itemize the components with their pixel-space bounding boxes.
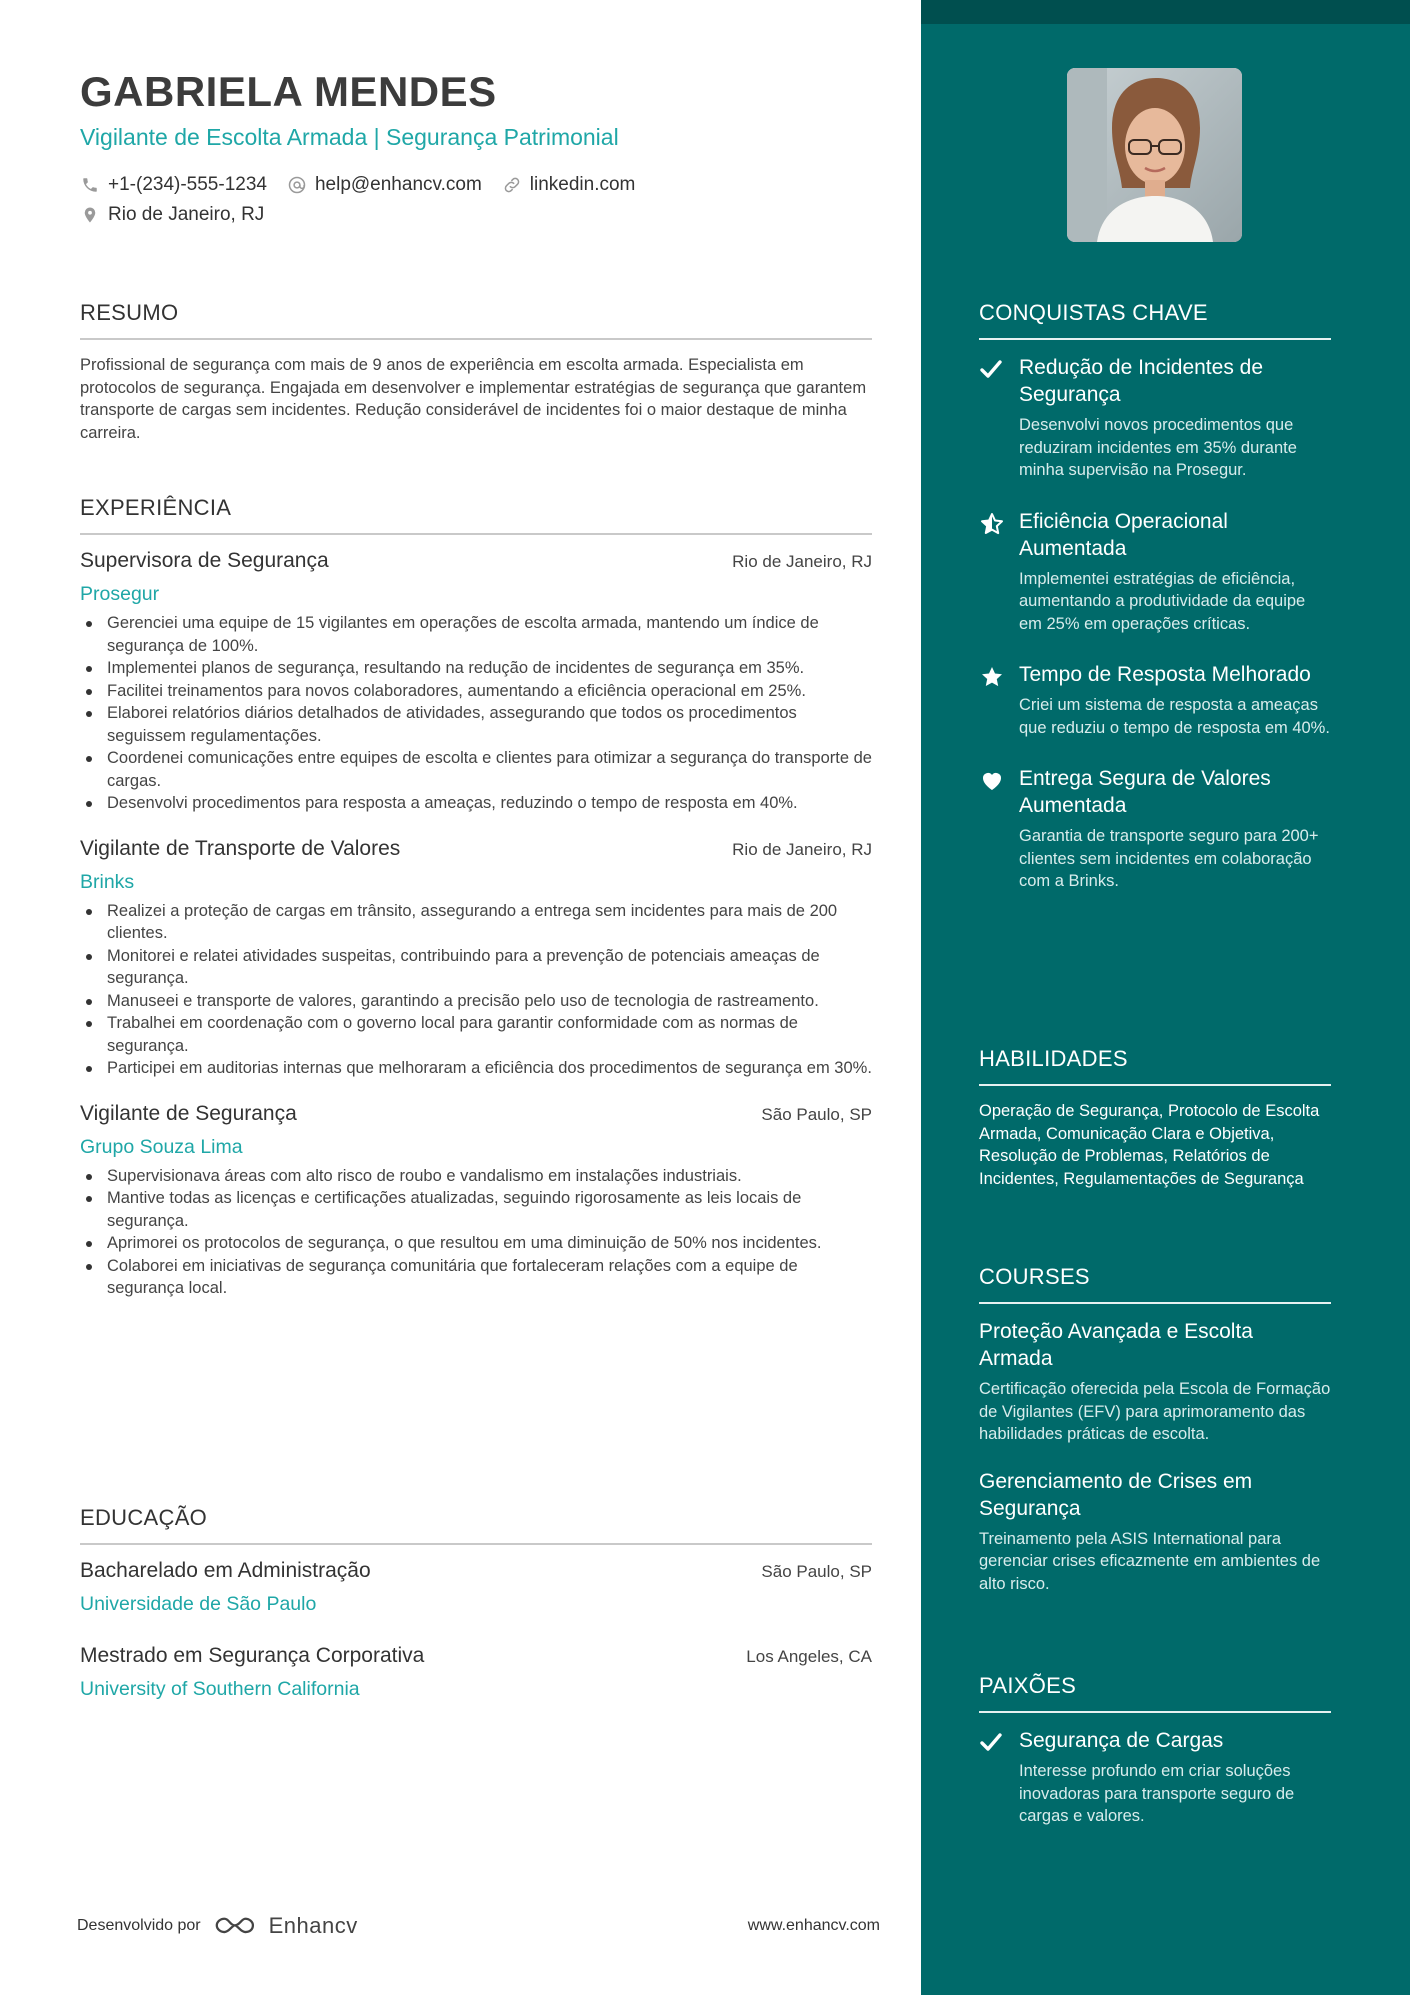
achievement-desc: Garantia de transporte seguro para 200+ clientes sem incidentes em colaboração com a Brinks. — [1019, 827, 1319, 890]
contact-phone — [80, 174, 267, 196]
achievement-title: Eficiência Operacional Aumentada — [1019, 509, 1228, 560]
job-title: Vigilante de Segurança — [80, 1101, 297, 1125]
education-entry — [80, 1559, 872, 1616]
bullet-item: Gerenciei uma equipe de 15 vigilantes em operações de escolta armada, mantendo um índice de segurança de 100%. — [80, 612, 872, 657]
course-title: Gerenciamento de Crises em Segurança — [979, 1469, 1253, 1520]
achievement-title: Redução de Incidentes de Segurança — [1019, 356, 1264, 406]
achievement-title: Tempo de Resposta Melhorado — [1019, 663, 1311, 686]
passions-heading: PAIXÕES — [979, 1673, 1331, 1713]
education-heading: EDUCAÇÃO — [80, 1505, 872, 1545]
bullet-item: Realizei a proteção de cargas em trânsito, assegurando a entrega sem incidentes para mais de 200 clientes. — [80, 900, 872, 945]
achievement-desc: Criei um sistema de resposta a ameaças que reduziu o tempo de resposta em 40%. — [1019, 696, 1330, 737]
achievement-title: Entrega Segura de Valores Aumentada — [1019, 767, 1271, 817]
job-entry — [80, 549, 872, 815]
check-icon — [979, 1727, 1019, 1828]
footer — [77, 1913, 880, 1939]
sidebar — [921, 0, 1410, 1995]
at-icon — [287, 175, 307, 195]
education-location: Los Angeles, CA — [746, 1647, 872, 1666]
education-section — [80, 1505, 872, 1701]
contact-linkedin[interactable] — [502, 174, 636, 196]
bullet-item: Participei em auditorias internas que melhoraram a eficiência dos procedimentos de segurança em 30%. — [80, 1057, 872, 1080]
bullet-item: Implementei planos de segurança, resultando na redução de incidentes de segurança em 35%. — [80, 657, 872, 680]
education-location: São Paulo, SP — [761, 1562, 872, 1581]
experience-section — [80, 495, 872, 1300]
school-name: University of Southern California — [80, 1678, 360, 1700]
achievement-item — [979, 661, 1331, 739]
link-icon — [502, 175, 522, 195]
sidebar-top-band — [921, 0, 1410, 24]
experience-heading: EXPERIÊNCIA — [80, 495, 872, 535]
achievement-item — [979, 508, 1331, 636]
achievement-desc: Desenvolvi novos procedimentos que reduziram incidentes em 35% durante minha supervisão na Prosegur. — [1019, 416, 1297, 479]
location-text: Rio de Janeiro, RJ — [108, 204, 265, 225]
achievements-heading: CONQUISTAS CHAVE — [979, 300, 1331, 340]
education-entry — [80, 1644, 872, 1701]
star-icon — [979, 661, 1019, 739]
enhancv-logo-icon — [213, 1914, 259, 1938]
company-name: Brinks — [80, 870, 135, 893]
achievement-item — [979, 354, 1331, 482]
degree-title: Mestrado em Segurança Corporativa — [80, 1644, 425, 1667]
contact-email[interactable] — [287, 174, 482, 196]
courses-section — [979, 1264, 1331, 1595]
bullet-item: Aprimorei os protocolos de segurança, o que resultou em uma diminuição de 50% nos incidentes. — [80, 1232, 872, 1255]
phone-icon — [80, 175, 100, 195]
bullet-item: Coordenei comunicações entre equipes de escolta e clientes para otimizar a segurança do transporte de cargas. — [80, 747, 872, 792]
course-title: Proteção Avançada e Escolta Armada — [979, 1320, 1253, 1370]
bullet-item: Desenvolvi procedimentos para resposta a ameaças, reduzindo o tempo de resposta em 40%. — [80, 792, 872, 815]
bullet-item: Facilitei treinamentos para novos colaboradores, aumentando a eficiência operacional em 25%. — [80, 680, 872, 703]
job-bullets — [80, 900, 872, 1080]
summary-text: Profissional de segurança com mais de 9 anos de experiência em escolta armada. Especialista em protocolos de segurança. Engajada em desenvolver e implementar estratégias de segurança que garantem transporte de cargas sem incidentes. Redução considerável de incidentes foi o maior destaque de minha carreira. — [80, 356, 867, 442]
skills-text: Operação de Segurança, Protocolo de Escolta Armada, Comunicação Clara e Objetiva, Resolução de Problemas, Relatórios de Incidentes, Regulamentações de Segurança — [979, 1102, 1320, 1188]
degree-title: Bacharelado em Administração — [80, 1559, 371, 1582]
course-desc: Treinamento pela ASIS International para gerenciar crises eficazmente em ambientes de alto risco. — [979, 1529, 1321, 1593]
check-icon — [979, 354, 1019, 482]
heart-icon — [979, 765, 1019, 893]
location-pin-icon — [80, 205, 100, 225]
course-desc: Certificação oferecida pela Escola de Formação de Vigilantes (EFV) para aprimoramento das habilidades práticas de escolta. — [979, 1380, 1331, 1443]
bullet-item: Mantive todas as licenças e certificações atualizadas, seguindo rigorosamente as leis locais de segurança. — [80, 1187, 872, 1232]
school-name: Universidade de São Paulo — [80, 1593, 317, 1615]
phone-text: +1-(234)-555-1234 — [108, 174, 267, 195]
bullet-item: Supervisionava áreas com alto risco de roubo e vandalismo em instalações industriais. — [80, 1165, 872, 1188]
bullet-item: Monitorei e relatei atividades suspeitas, contribuindo para a prevenção de potenciais ameaças de segurança. — [80, 945, 872, 990]
contact-location — [80, 204, 264, 226]
job-title: Supervisora de Segurança — [80, 549, 329, 572]
achievements-section — [979, 300, 1331, 893]
passion-desc: Interesse profundo em criar soluções inovadoras para transporte seguro de cargas e valores. — [1019, 1762, 1295, 1825]
summary-heading: RESUMO — [80, 300, 872, 340]
achievement-item — [979, 765, 1331, 893]
skills-section — [979, 1046, 1331, 1190]
job-location: Rio de Janeiro, RJ — [732, 839, 872, 859]
contact-info — [80, 170, 655, 230]
job-bullets — [80, 612, 872, 815]
star-half-icon — [979, 508, 1019, 636]
profile-photo — [1067, 68, 1242, 242]
footer-brand: Enhancv — [268, 1913, 358, 1938]
skills-heading: HABILIDADES — [979, 1046, 1331, 1086]
bullet-item: Elaborei relatórios diários detalhados de atividades, assegurando que todos os procedimentos seguissem regulamentações. — [80, 702, 872, 747]
linkedin-text: linkedin.com — [529, 174, 636, 195]
bullet-item: Manuseei e transporte de valores, garantindo a precisão pelo uso de tecnologia de rastreamento. — [80, 990, 872, 1013]
company-name: Grupo Souza Lima — [80, 1135, 243, 1158]
footer-credit — [77, 1913, 358, 1939]
job-title: Vigilante de Transporte de Valores — [80, 836, 401, 860]
job-entry — [80, 837, 872, 1080]
passion-title: Segurança de Cargas — [1019, 1729, 1224, 1752]
bullet-item: Trabalhei em coordenação com o governo local para garantir conformidade com as normas de segurança. — [80, 1012, 872, 1057]
achievement-desc: Implementei estratégias de eficiência, aumentando a produtividade da equipe em 25% em operações críticas. — [1019, 569, 1306, 633]
course-item — [979, 1318, 1331, 1446]
job-bullets — [80, 1165, 872, 1300]
company-name: Prosegur — [80, 583, 160, 605]
footer-site[interactable]: www.enhancv.com — [747, 1917, 880, 1934]
courses-heading: COURSES — [979, 1264, 1331, 1304]
bullet-item: Colaborei em iniciativas de segurança comunitária que fortaleceram relações com a equipe de segurança local. — [80, 1255, 872, 1300]
email-text: help@enhancv.com — [314, 174, 482, 195]
candidate-title: Vigilante de Escolta Armada | Segurança Patrimonial — [80, 124, 619, 150]
footer-by-text: Desenvolvido por — [77, 1917, 201, 1934]
job-location: Rio de Janeiro, RJ — [732, 552, 872, 571]
passions-section — [979, 1673, 1331, 1828]
course-item — [979, 1468, 1331, 1596]
job-entry — [80, 1102, 872, 1300]
candidate-name: GABRIELA MENDES — [80, 68, 497, 115]
passion-item — [979, 1727, 1331, 1828]
summary-section — [80, 300, 872, 444]
job-location: São Paulo, SP — [761, 1104, 872, 1124]
